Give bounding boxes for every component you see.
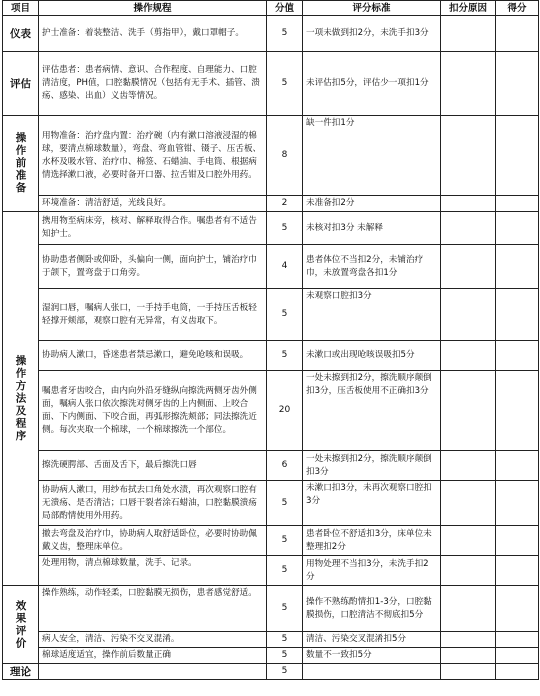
procedure-cell: 护士准备：着装整洁、洗手（剪指甲），戴口罩帽子。	[39, 16, 267, 52]
table-row	[3, 648, 539, 664]
score-cell: 20	[267, 371, 303, 451]
header-score: 分值	[267, 1, 303, 16]
procedure-cell: 携用物至病床旁，核对、解释取得合作。嘱患者有不适告知护士。	[39, 212, 267, 245]
deduction-reason-cell[interactable]	[441, 451, 496, 481]
score-cell: 5	[267, 16, 303, 52]
points-cell[interactable]	[496, 451, 539, 481]
procedure-cell: 嘱患者牙齿咬合，由内向外沿牙缝纵向擦洗两侧牙齿外侧面，嘱病人张口依次擦洗对侧牙齿的上内侧面、上咬合面、下内侧面、下咬合面，再弧形擦洗颊部；同法擦洗近侧。每次夹取一个棉球，一个棉球擦洗一个部位。	[39, 371, 267, 451]
score-cell: 5	[267, 341, 303, 371]
points-cell[interactable]	[496, 52, 539, 116]
criteria-cell: 一处未擦到扣2分，擦洗顺序颠倒扣3分，压舌板使用不正确扣3分	[303, 371, 441, 451]
points-cell[interactable]	[496, 664, 539, 680]
criteria-cell: 一处未擦到扣2分，擦洗顺序颠倒扣3分	[303, 451, 441, 481]
score-cell: 5	[267, 648, 303, 664]
deduction-reason-cell[interactable]	[441, 116, 496, 196]
criteria-cell: 未观察口腔扣3分	[303, 289, 441, 341]
procedure-cell: 擦洗硬腭部、舌面及舌下，最后擦洗口唇	[39, 451, 267, 481]
points-cell[interactable]	[496, 16, 539, 52]
deduction-reason-cell[interactable]	[441, 586, 496, 632]
score-cell: 5	[267, 212, 303, 245]
points-cell[interactable]	[496, 196, 539, 212]
score-cell: 5	[267, 526, 303, 556]
header-criteria: 评分标准	[303, 1, 441, 16]
points-cell[interactable]	[496, 586, 539, 632]
deduction-reason-cell[interactable]	[441, 245, 496, 289]
procedure-cell: 协助病人漱口，用纱布拭去口角处水渍，再次观察口腔有无溃疡、是否清洁；口唇干裂者涂石蜡油，口腔黏膜溃疡局部酌情使用外用药。	[39, 481, 267, 526]
table-row	[3, 212, 539, 245]
deduction-reason-cell[interactable]	[441, 556, 496, 586]
section-label: 操作方法及程序	[3, 212, 39, 586]
procedure-cell	[39, 664, 267, 680]
criteria-cell: 用物处理不当扣3分，未洗手扣2分	[303, 556, 441, 586]
score-cell: 2	[267, 196, 303, 212]
criteria-cell: 未核对扣3分 未解释	[303, 212, 441, 245]
deduction-reason-cell[interactable]	[441, 526, 496, 556]
table-row	[3, 556, 539, 586]
deduction-reason-cell[interactable]	[441, 341, 496, 371]
section-label: 操作前准备	[3, 116, 39, 212]
deduction-reason-cell[interactable]	[441, 632, 496, 648]
procedure-cell: 撤去弯盘及治疗巾，协助病人取舒适卧位，必要时协助佩戴义齿，整理床单位。	[39, 526, 267, 556]
deduction-reason-cell[interactable]	[441, 196, 496, 212]
deduction-reason-cell[interactable]	[441, 371, 496, 451]
score-cell: 5	[267, 632, 303, 648]
score-cell: 5	[267, 664, 303, 680]
procedure-cell: 评估患者：患者病情、意识、合作程度、自理能力、口腔清洁度，PH值，口腔黏膜情况（包括有无手术、插管、溃疡、感染、出血）义齿等情况。	[39, 52, 267, 116]
deduction-reason-cell[interactable]	[441, 481, 496, 526]
points-cell[interactable]	[496, 289, 539, 341]
criteria-cell: 一项未做到扣2分，未洗手扣3分	[303, 16, 441, 52]
deduction-reason-cell[interactable]	[441, 289, 496, 341]
criteria-cell: 未评估扣5分，评估少一项扣1分	[303, 52, 441, 116]
procedure-cell: 协助病人漱口，昏迷患者禁忌漱口，避免呛咳和误吸。	[39, 341, 267, 371]
procedure-cell: 协助患者侧卧或仰卧，头偏向一侧，面向护士，铺治疗巾于颌下，置弯盘于口角旁。	[39, 245, 267, 289]
criteria-cell: 未漱口或出现呛咳误吸扣5分	[303, 341, 441, 371]
deduction-reason-cell[interactable]	[441, 212, 496, 245]
score-cell: 5	[267, 556, 303, 586]
header-deduction-reason: 扣分原因	[441, 1, 496, 16]
points-cell[interactable]	[496, 632, 539, 648]
table-row	[3, 289, 539, 341]
table-row	[3, 481, 539, 526]
criteria-cell: 患者体位不当扣2分，未铺治疗巾，未放置弯盘各扣1分	[303, 245, 441, 289]
section-label: 评估	[3, 52, 39, 116]
points-cell[interactable]	[496, 341, 539, 371]
procedure-cell: 病人安全，清洁、污染不交叉混淆。	[39, 632, 267, 648]
table-row	[3, 245, 539, 289]
criteria-cell: 操作不熟练酌情扣1-3分，口腔黏膜损伤，口腔清洁不彻底扣5分	[303, 586, 441, 632]
header-row	[3, 1, 539, 16]
table-row	[3, 16, 539, 52]
points-cell[interactable]	[496, 245, 539, 289]
header-points: 得分	[496, 1, 539, 16]
score-cell: 5	[267, 586, 303, 632]
score-cell: 5	[267, 52, 303, 116]
table-row	[3, 52, 539, 116]
score-cell: 8	[267, 116, 303, 196]
table-row	[3, 526, 539, 556]
deduction-reason-cell[interactable]	[441, 16, 496, 52]
table-row	[3, 196, 539, 212]
table-row	[3, 341, 539, 371]
table-row	[3, 451, 539, 481]
procedure-cell: 用物准备：治疗盘内置：治疗碗（内有漱口溶液浸湿的棉球，要清点棉球数量），弯盘、弯血管钳、镊子、压舌板、水杯及吸水管、治疗巾、棉签、石蜡油、手电筒、根据病情选择漱口液，必要时备开口器、拉舌钳及口腔外用药。	[39, 116, 267, 196]
procedure-cell: 处理用物，清点棉球数量，洗手、记录。	[39, 556, 267, 586]
section-label: 效果评价	[3, 586, 39, 664]
criteria-cell: 未准备扣2分	[303, 196, 441, 212]
deduction-reason-cell[interactable]	[441, 648, 496, 664]
criteria-cell: 未漱口扣3分，未再次观察口腔扣3分	[303, 481, 441, 526]
table-row	[3, 632, 539, 648]
procedure-cell: 操作熟练，动作轻柔，口腔黏膜无损伤，患者感觉舒适。	[39, 586, 267, 632]
deduction-reason-cell[interactable]	[441, 664, 496, 680]
score-cell: 4	[267, 245, 303, 289]
points-cell[interactable]	[496, 212, 539, 245]
procedure-cell: 棉球适度适宜，操作前后数量正确	[39, 648, 267, 664]
scoring-table	[2, 0, 539, 680]
points-cell[interactable]	[496, 556, 539, 586]
procedure-cell: 湿润口唇，嘱病人张口，一手持手电筒，一手持压舌板轻轻撑开颊部，观察口腔有无异常，有义齿取下。	[39, 289, 267, 341]
header-procedure: 操作规程	[39, 1, 267, 16]
score-cell: 6	[267, 451, 303, 481]
section-label: 仪表	[3, 16, 39, 52]
criteria-cell: 患者卧位不舒适扣3分，床单位未整理扣2分	[303, 526, 441, 556]
score-cell: 5	[267, 289, 303, 341]
points-cell[interactable]	[496, 371, 539, 451]
criteria-cell: 数量不一致扣5分	[303, 648, 441, 664]
table-row	[3, 116, 539, 196]
score-cell: 5	[267, 481, 303, 526]
table-row	[3, 586, 539, 632]
points-cell[interactable]	[496, 481, 539, 526]
criteria-cell: 缺一件扣1分	[303, 116, 441, 196]
criteria-cell	[303, 664, 441, 680]
header-project: 项目	[3, 1, 39, 16]
deduction-reason-cell[interactable]	[441, 52, 496, 116]
table-row	[3, 664, 539, 680]
points-cell[interactable]	[496, 116, 539, 196]
criteria-cell: 清洁、污染交叉混淆扣5分	[303, 632, 441, 648]
points-cell[interactable]	[496, 526, 539, 556]
table-row	[3, 371, 539, 451]
procedure-cell: 环境准备：清洁舒适，光线良好。	[39, 196, 267, 212]
section-label: 理论	[3, 664, 39, 680]
points-cell[interactable]	[496, 648, 539, 664]
